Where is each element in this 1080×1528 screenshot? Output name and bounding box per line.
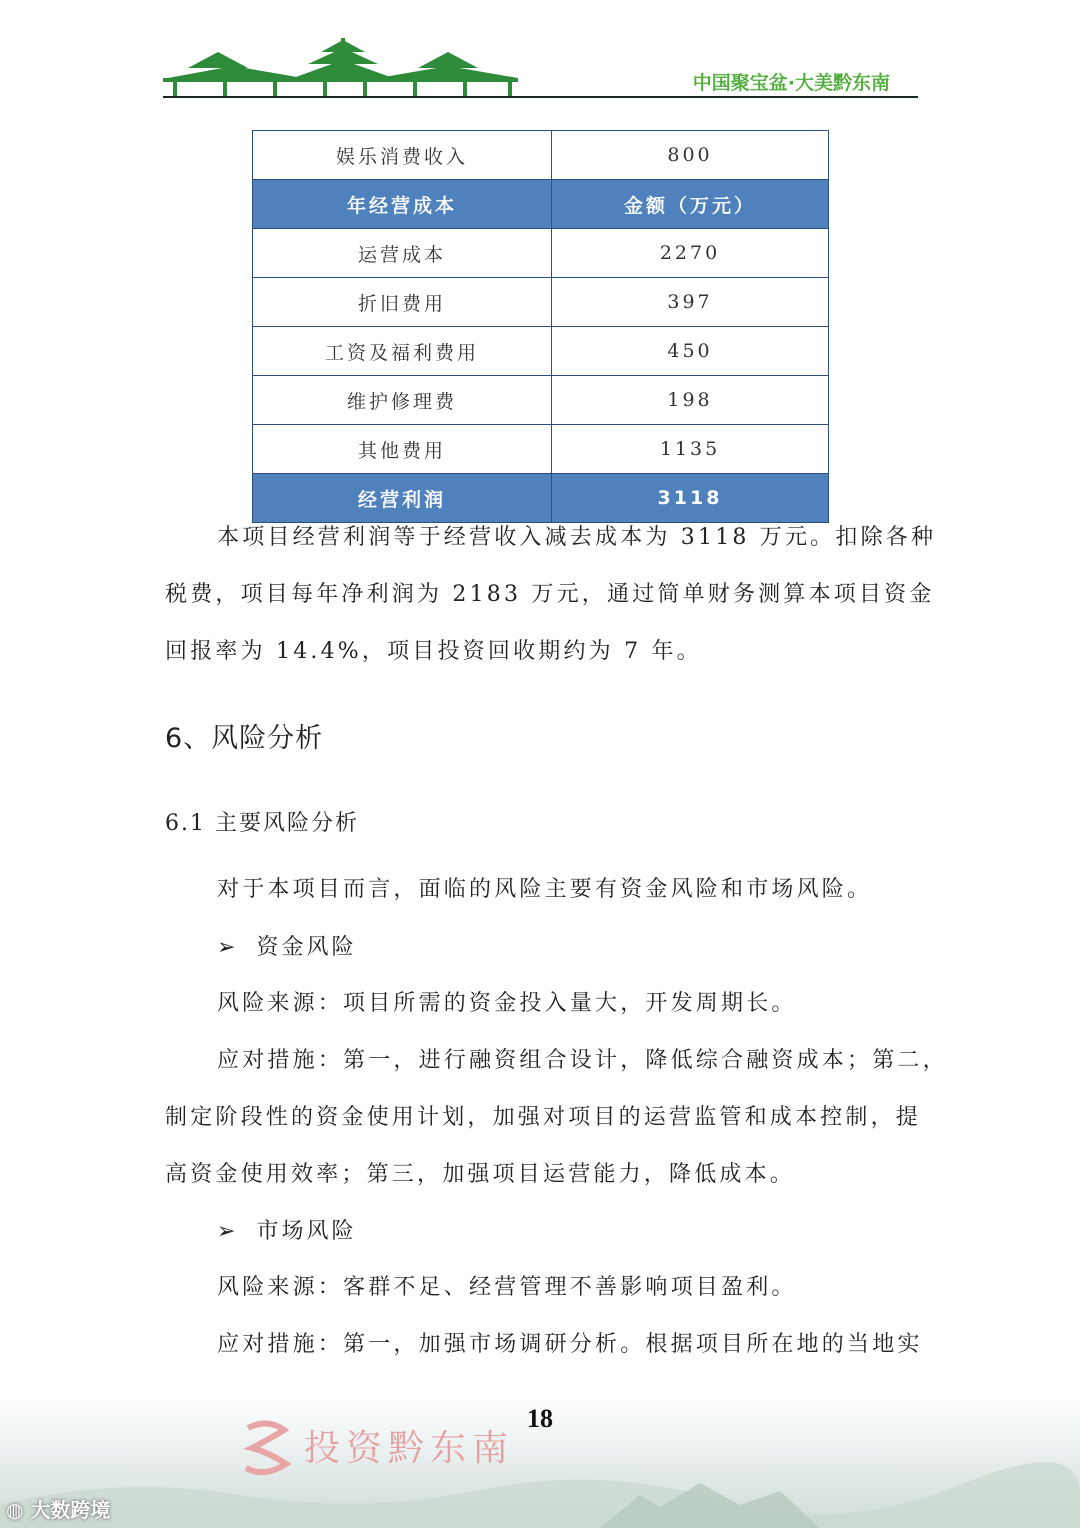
table-row: [253, 278, 829, 327]
table-cell-label: 其他费用: [253, 425, 552, 474]
paragraph-line: 税费，项目每年净利润为 2183 万元，通过简单财务测算本项目资金: [165, 582, 935, 607]
table-row: [253, 425, 829, 474]
bullet-item: [217, 1214, 356, 1245]
table-row: [253, 229, 829, 278]
table-cell-value: 397: [552, 278, 829, 327]
watermark-text: 投资黔东南: [304, 1428, 515, 1469]
paragraph-line: 本项目经营利润等于经营收入减去成本为 3118 万元。扣除各种: [217, 525, 937, 550]
header-title: 中国聚宝盆·大美黔东南: [692, 72, 890, 94]
subsection-heading: 6.1 主要风险分析: [165, 811, 359, 836]
paragraph-line: 对于本项目而言，面临的风险主要有资金风险和市场风险。: [217, 877, 873, 902]
section-heading: 6、风险分析: [165, 723, 324, 754]
page-number: 18: [527, 1404, 553, 1433]
paragraph-line: 风险来源：客群不足、经营管理不善影响项目盈利。: [217, 1275, 797, 1300]
paragraph-line: 应对措施：第一，进行融资组合设计，降低综合融资成本；第二，: [217, 1048, 948, 1073]
bullet-label: 资金风险: [256, 935, 357, 960]
paragraph-line: 应对措施：第一，加强市场调研分析。根据项目所在地的当地实: [217, 1332, 923, 1357]
table-cell-label: 折旧费用: [253, 278, 552, 327]
seal-watermark-icon: [238, 1418, 294, 1478]
table-cell-value: 3118: [552, 474, 829, 523]
table-cell-value: 450: [552, 327, 829, 376]
table-cell-value: 金额（万元）: [552, 180, 829, 229]
brand-logo-icon: ◍: [6, 1498, 24, 1522]
table-cell-value: 198: [552, 376, 829, 425]
table-row: [253, 376, 829, 425]
paragraph-line: 回报率为 14.4%，项目投资回收期约为 7 年。: [165, 639, 702, 664]
table-cell-label: 经营利润: [253, 474, 552, 523]
bullet-item: [217, 930, 356, 961]
table-cell-value: 800: [552, 131, 829, 180]
table-cell-label: 运营成本: [253, 229, 552, 278]
paragraph-line: 风险来源：项目所需的资金投入量大，开发周期长。: [217, 991, 797, 1016]
table-cell-label: 维护修理费: [253, 376, 552, 425]
brand-text: 大数跨境: [30, 1498, 111, 1522]
table-row: [253, 131, 829, 180]
page-header: [163, 38, 918, 100]
arrow-bullet-icon: ➢: [217, 1219, 239, 1244]
table-row: [253, 180, 829, 229]
table-cell-label: 年经营成本: [253, 180, 552, 229]
table-cell-value: 2270: [552, 229, 829, 278]
pavilion-logo: [163, 38, 523, 98]
header-divider: [163, 96, 918, 98]
paragraph-line: 制定阶段性的资金使用计划，加强对项目的运营监管和成本控制，提: [165, 1105, 922, 1130]
arrow-bullet-icon: ➢: [217, 935, 239, 960]
table-cell-label: 娱乐消费收入: [253, 131, 552, 180]
financial-table: [252, 130, 829, 523]
table-cell-value: 1135: [552, 425, 829, 474]
brand-logo: [6, 1494, 110, 1523]
table-row: [253, 474, 829, 523]
table-row: [253, 327, 829, 376]
table-cell-label: 工资及福利费用: [253, 327, 552, 376]
bullet-label: 市场风险: [256, 1219, 357, 1244]
paragraph-line: 高资金使用效率；第三，加强项目运营能力，降低成本。: [165, 1162, 796, 1187]
